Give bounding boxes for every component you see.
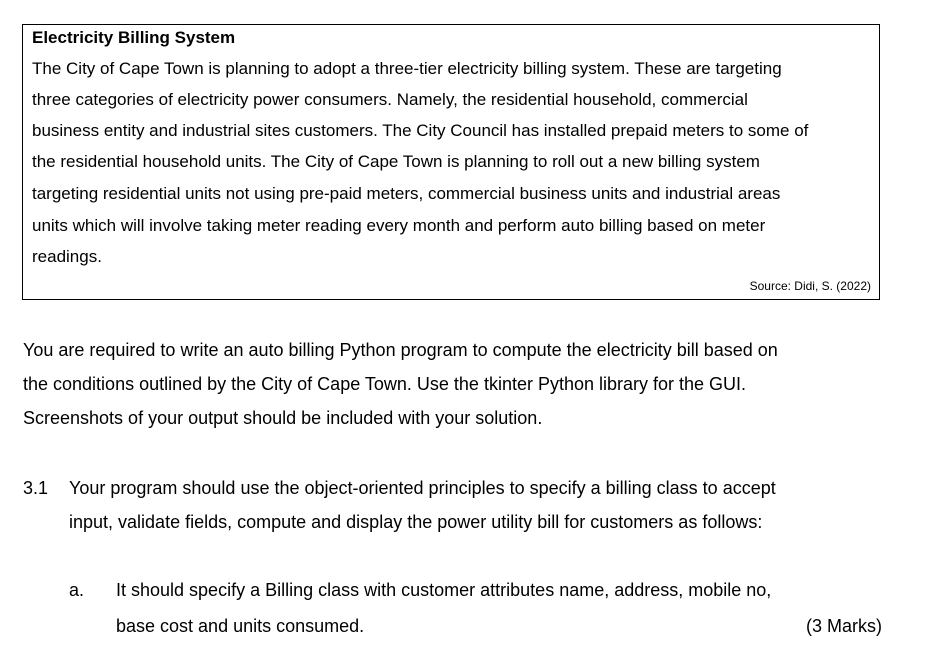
intro-line: Screenshots of your output should be included with your solution. (23, 408, 543, 428)
case-study-line: The City of Cape Town is planning to adopt a three-tier electricity billing system. These are targeting (32, 59, 782, 78)
sub-question-line: It should specify a Billing class with customer attributes name, address, mobile no, (116, 580, 772, 600)
case-study-title: Electricity Billing System (32, 28, 236, 47)
sub-question-line: base cost and units consumed. (116, 616, 365, 636)
case-study-line: business entity and industrial sites customers. The City Council has installed prepaid meters to some of (32, 121, 809, 140)
case-study-line: readings. (32, 247, 102, 266)
case-study-line: three categories of electricity power consumers. Namely, the residential household, commercial (32, 90, 748, 109)
question-number: 3.1 (23, 478, 49, 498)
intro-line: You are required to write an auto billing Python program to compute the electricity bill based on (23, 340, 778, 360)
case-study-source: Source: Didi, S. (2022) (749, 279, 871, 293)
case-study-line: units which will involve taking meter reading every month and perform auto billing based on meter (32, 216, 766, 235)
case-study-line: the residential household units. The City of Cape Town is planning to roll out a new billing system (32, 152, 760, 171)
case-study-box (22, 24, 880, 300)
question-line: Your program should use the object-oriented principles to specify a billing class to accept (69, 478, 776, 498)
sub-question-letter: a. (69, 580, 85, 600)
case-study-line: targeting residential units not using pre-paid meters, commercial business units and industrial areas (32, 184, 781, 203)
question-line: input, validate fields, compute and display the power utility bill for customers as follows: (69, 512, 763, 532)
marks-label: (3 Marks) (806, 616, 882, 636)
intro-line: the conditions outlined by the City of Cape Town. Use the tkinter Python library for the GUI. (23, 374, 747, 394)
